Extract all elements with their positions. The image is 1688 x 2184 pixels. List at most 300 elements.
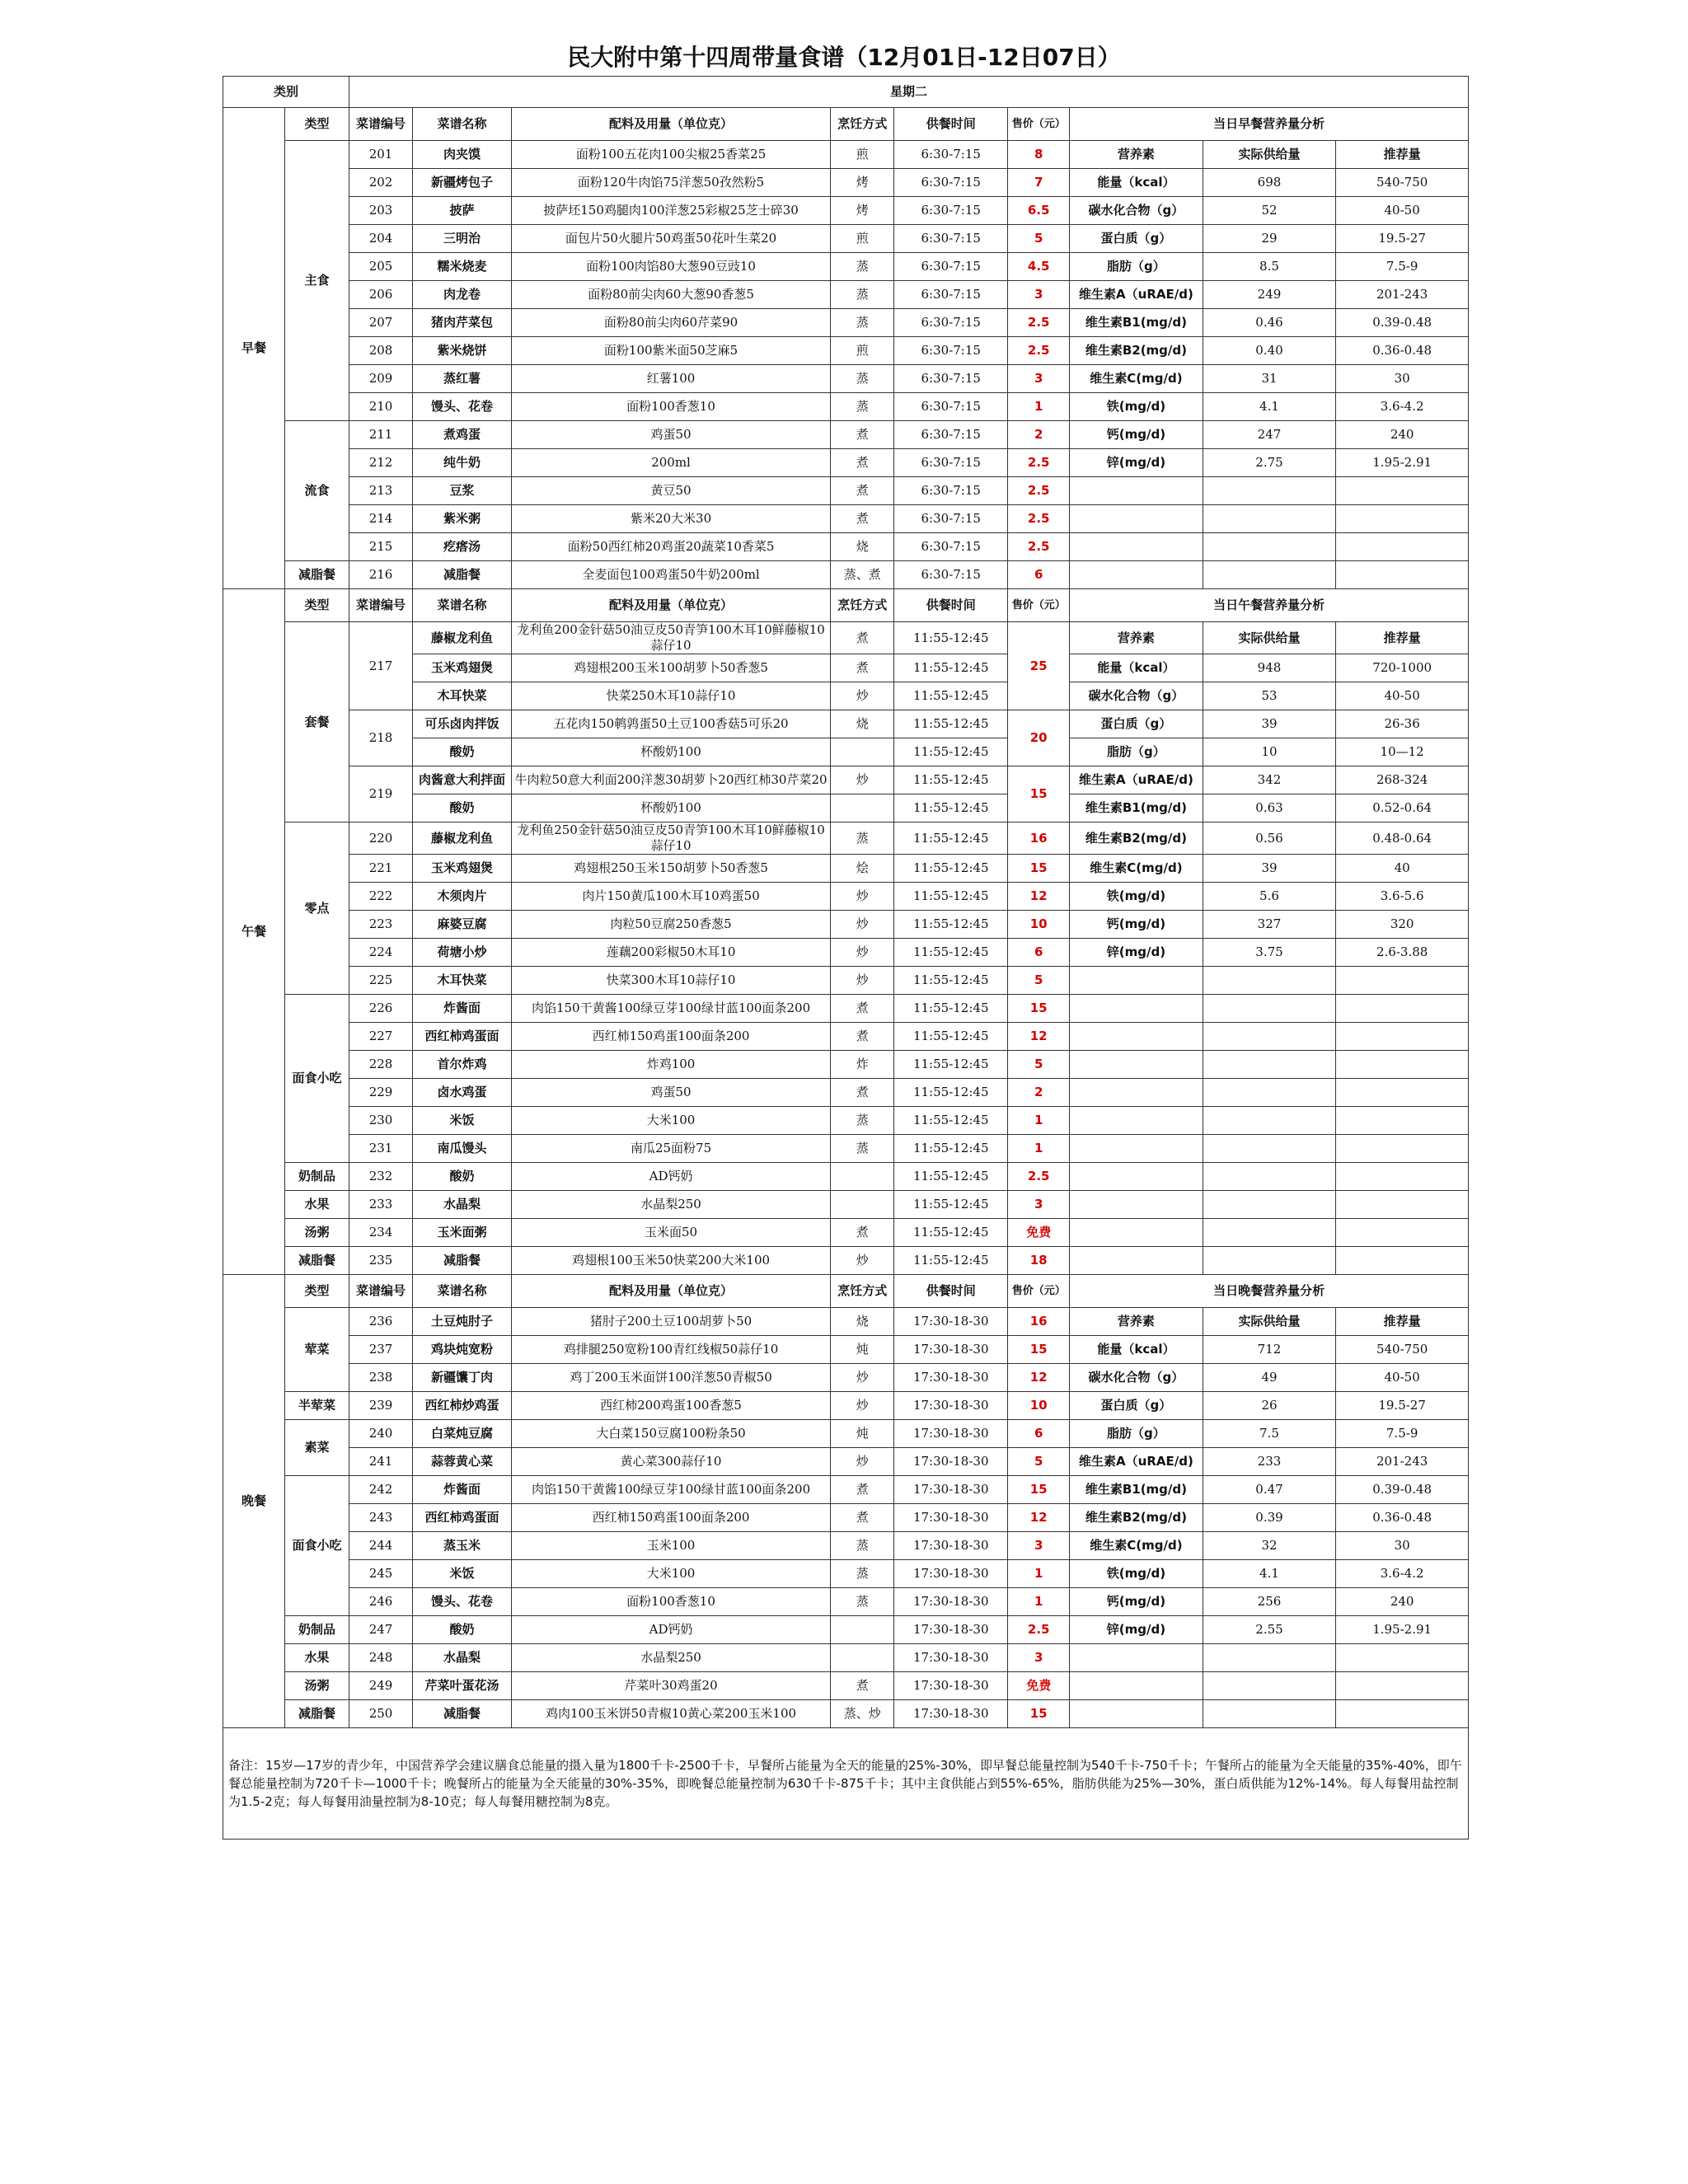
- nutrient-supply: 247: [1203, 421, 1336, 449]
- dish-name: 藤椒龙利鱼: [413, 622, 512, 654]
- dish-time: 11:55-12:45: [894, 1079, 1008, 1107]
- dish-time: 6:30-7:15: [894, 225, 1008, 253]
- dish-name: 紫米粥: [413, 505, 512, 533]
- nutrient-col-header: 营养素: [1070, 1308, 1203, 1336]
- dish-price: 7: [1008, 169, 1070, 197]
- dish-id: 249: [349, 1672, 413, 1700]
- dish-id: 201: [349, 141, 413, 169]
- dish-name: 减脂餐: [413, 561, 512, 589]
- table-row: [223, 533, 1469, 561]
- dish-ingredients: 玉米100: [511, 1532, 830, 1560]
- nutrient-supply: 249: [1203, 281, 1336, 309]
- dish-time: 11:55-12:45: [894, 1163, 1008, 1191]
- nutrient-name: 维生素A（uRAE/d): [1070, 1448, 1203, 1476]
- table-row: [223, 225, 1469, 253]
- dish-ingredients: 面粉100五花肉100尖椒25香菜25: [511, 141, 830, 169]
- empty-cell: [1203, 533, 1336, 561]
- table-row: [223, 1023, 1469, 1051]
- dish-time: 17:30-18-30: [894, 1644, 1008, 1672]
- dish-name: 首尔炸鸡: [413, 1051, 512, 1079]
- empty-cell: [1336, 1163, 1469, 1191]
- nutrient-recommended: 3.6-4.2: [1336, 393, 1469, 421]
- dish-id: 236: [349, 1308, 413, 1336]
- dish-id: 242: [349, 1476, 413, 1504]
- dish-id: 210: [349, 393, 413, 421]
- col-header-price: 售价（元）: [1008, 108, 1070, 141]
- empty-cell: [1070, 1163, 1203, 1191]
- empty-cell: [1203, 1191, 1336, 1219]
- dish-method: 煮: [831, 505, 894, 533]
- dish-method: 烤: [831, 169, 894, 197]
- dish-method: 煮: [831, 449, 894, 477]
- dish-time: 17:30-18-30: [894, 1672, 1008, 1700]
- empty-cell: [1203, 561, 1336, 589]
- nutrient-name: 钙(mg/d): [1070, 911, 1203, 939]
- table-row: [223, 421, 1469, 449]
- empty-cell: [1203, 995, 1336, 1023]
- table-row: [223, 1420, 1469, 1448]
- dish-name: 减脂餐: [413, 1247, 512, 1275]
- dish-time: 17:30-18-30: [894, 1392, 1008, 1420]
- table-row: [223, 1163, 1469, 1191]
- dish-name: 酸奶: [413, 738, 512, 766]
- dish-price: 1: [1008, 1135, 1070, 1163]
- dish-time: 6:30-7:15: [894, 449, 1008, 477]
- dish-method: 烧: [831, 1308, 894, 1336]
- nutrient-name: 维生素B1(mg/d): [1070, 309, 1203, 337]
- nutrient-supply: 712: [1203, 1336, 1336, 1364]
- table-row: [223, 1247, 1469, 1275]
- col-header-id: 菜谱编号: [349, 108, 413, 141]
- dish-method: 炒: [831, 1448, 894, 1476]
- dish-time: 11:55-12:45: [894, 654, 1008, 682]
- col-header-time: 供餐时间: [894, 108, 1008, 141]
- dish-name: 西红柿鸡蛋面: [413, 1023, 512, 1051]
- dish-price: 免费: [1008, 1219, 1070, 1247]
- dish-price: 5: [1008, 1448, 1070, 1476]
- dish-name: 西红柿鸡蛋面: [413, 1504, 512, 1532]
- nutrient-name: 能量（kcal）: [1070, 654, 1203, 682]
- nutrient-name: 蛋白质（g）: [1070, 1392, 1203, 1420]
- dish-time: 11:55-12:45: [894, 738, 1008, 766]
- dish-name: 减脂餐: [413, 1700, 512, 1728]
- empty-cell: [1203, 477, 1336, 505]
- dish-time: 17:30-18-30: [894, 1588, 1008, 1616]
- nutrient-supply: 29: [1203, 225, 1336, 253]
- nutrient-recommended: 40-50: [1336, 682, 1469, 710]
- empty-cell: [1070, 1191, 1203, 1219]
- dish-ingredients: 红薯100: [511, 365, 830, 393]
- dish-ingredients: 龙利鱼200金针菇50油豆皮50青笋100木耳10鲜藤椒10蒜仔10: [511, 622, 830, 654]
- col-header-price: 售价（元）: [1008, 589, 1070, 622]
- table-row: [223, 1448, 1469, 1476]
- col-header-ingredients: 配料及用量（单位克）: [511, 108, 830, 141]
- dish-ingredients: 快菜250木耳10蒜仔10: [511, 682, 830, 710]
- nutrient-name: 铁(mg/d): [1070, 883, 1203, 911]
- dish-ingredients: 鸡排腿250宽粉100青红线椒50蒜仔10: [511, 1336, 830, 1364]
- dish-time: 6:30-7:15: [894, 393, 1008, 421]
- dish-ingredients: 鸡翅根250玉米150胡萝卜50香葱5: [511, 855, 830, 883]
- nutrient-name: 维生素C(mg/d): [1070, 1532, 1203, 1560]
- empty-cell: [1336, 1079, 1469, 1107]
- dish-ingredients: 莲藕200彩椒50木耳10: [511, 939, 830, 967]
- col-header-ingredients: 配料及用量（单位克）: [511, 1275, 830, 1308]
- dish-price: 2.5: [1008, 477, 1070, 505]
- col-header-time: 供餐时间: [894, 1275, 1008, 1308]
- type-label: 零点: [284, 823, 349, 995]
- dish-id: 224: [349, 939, 413, 967]
- empty-cell: [1203, 1700, 1336, 1728]
- dish-name: 煮鸡蛋: [413, 421, 512, 449]
- analysis-title: 当日晚餐营养量分析: [1070, 1275, 1469, 1308]
- column-header-row: [223, 1275, 1469, 1308]
- dish-price: 免费: [1008, 1672, 1070, 1700]
- dish-time: 17:30-18-30: [894, 1532, 1008, 1560]
- dish-price: 12: [1008, 883, 1070, 911]
- dish-id: 229: [349, 1079, 413, 1107]
- dish-method: 蒸: [831, 393, 894, 421]
- dish-method: 烩: [831, 855, 894, 883]
- dish-time: 17:30-18-30: [894, 1476, 1008, 1504]
- nutrient-supply: 948: [1203, 654, 1336, 682]
- dish-method: 煎: [831, 337, 894, 365]
- category-header: 类别: [223, 77, 349, 108]
- dish-time: 17:30-18-30: [894, 1700, 1008, 1728]
- dish-ingredients: 五花肉150鹌鹑蛋50土豆100香菇5可乐20: [511, 710, 830, 738]
- nutrient-name: 锌(mg/d): [1070, 1616, 1203, 1644]
- col-header-name: 菜谱名称: [413, 589, 512, 622]
- dish-method: 煮: [831, 1672, 894, 1700]
- table-row: [223, 1532, 1469, 1560]
- nutrient-supply: 31: [1203, 365, 1336, 393]
- column-header-row: [223, 108, 1469, 141]
- nutrient-recommended: 3.6-5.6: [1336, 883, 1469, 911]
- empty-cell: [1070, 561, 1203, 589]
- dish-id: 243: [349, 1504, 413, 1532]
- nutrient-recommended: 201-243: [1336, 1448, 1469, 1476]
- dish-name: 荷塘小炒: [413, 939, 512, 967]
- dish-time: 6:30-7:15: [894, 561, 1008, 589]
- empty-cell: [1336, 561, 1469, 589]
- nutrient-recommended: 40-50: [1336, 197, 1469, 225]
- table-row: [223, 911, 1469, 939]
- dish-name: 玉米鸡翅煲: [413, 654, 512, 682]
- empty-cell: [1203, 1135, 1336, 1163]
- nutrient-supply: 7.5: [1203, 1420, 1336, 1448]
- dish-ingredients: 紫米20大米30: [511, 505, 830, 533]
- nutrient-recommended: 540-750: [1336, 169, 1469, 197]
- dish-time: 6:30-7:15: [894, 309, 1008, 337]
- dish-method: [831, 1191, 894, 1219]
- nutrient-name: 钙(mg/d): [1070, 1588, 1203, 1616]
- empty-cell: [1336, 1672, 1469, 1700]
- dish-time: 6:30-7:15: [894, 197, 1008, 225]
- dish-method: 煮: [831, 421, 894, 449]
- dish-method: 蒸: [831, 1560, 894, 1588]
- dish-method: 炒: [831, 939, 894, 967]
- table-row: [223, 1051, 1469, 1079]
- dish-id: 213: [349, 477, 413, 505]
- dish-name: 纯牛奶: [413, 449, 512, 477]
- dish-id: 223: [349, 911, 413, 939]
- dish-time: 6:30-7:15: [894, 141, 1008, 169]
- dish-time: 6:30-7:15: [894, 169, 1008, 197]
- dish-time: 11:55-12:45: [894, 1051, 1008, 1079]
- dish-ingredients: 黄豆50: [511, 477, 830, 505]
- dish-time: 11:55-12:45: [894, 967, 1008, 995]
- nutrient-recommended: 30: [1336, 365, 1469, 393]
- dish-price: 15: [1008, 1336, 1070, 1364]
- table-row: [223, 1392, 1469, 1420]
- dish-price: 3: [1008, 1644, 1070, 1672]
- empty-cell: [1336, 1023, 1469, 1051]
- dish-method: 煎: [831, 141, 894, 169]
- dish-ingredients: 鸡丁200玉米面饼100洋葱50青椒50: [511, 1364, 830, 1392]
- table-row: [223, 1364, 1469, 1392]
- col-header-price: 售价（元）: [1008, 1275, 1070, 1308]
- nutrient-supply: 342: [1203, 766, 1336, 794]
- dish-id: 231: [349, 1135, 413, 1163]
- dish-price: 1: [1008, 393, 1070, 421]
- meal-label: 早餐: [223, 108, 285, 589]
- dish-id: 230: [349, 1107, 413, 1135]
- empty-cell: [1203, 1079, 1336, 1107]
- table-row: [223, 883, 1469, 911]
- dish-price: 4.5: [1008, 253, 1070, 281]
- nutrient-recommended: 0.36-0.48: [1336, 1504, 1469, 1532]
- nutrient-supply: 2.55: [1203, 1616, 1336, 1644]
- dish-id: 233: [349, 1191, 413, 1219]
- nutrient-name: 能量（kcal）: [1070, 169, 1203, 197]
- table-row: [223, 393, 1469, 421]
- dish-name: 芹菜叶蛋花汤: [413, 1672, 512, 1700]
- empty-cell: [1336, 1051, 1469, 1079]
- dish-name: 蒸玉米: [413, 1532, 512, 1560]
- dish-ingredients: 肉馅150干黄酱100绿豆芽100绿甘蓝100面条200: [511, 995, 830, 1023]
- empty-cell: [1070, 1079, 1203, 1107]
- dish-id: 227: [349, 1023, 413, 1051]
- dish-method: 蒸: [831, 1135, 894, 1163]
- dish-id: 226: [349, 995, 413, 1023]
- dish-time: 11:55-12:45: [894, 939, 1008, 967]
- set-price: 20: [1008, 710, 1070, 766]
- dish-method: 蒸: [831, 309, 894, 337]
- nutrient-supply: 0.47: [1203, 1476, 1336, 1504]
- dish-name: 三明治: [413, 225, 512, 253]
- dish-method: 炒: [831, 911, 894, 939]
- dish-id: 209: [349, 365, 413, 393]
- empty-cell: [1070, 1023, 1203, 1051]
- dish-ingredients: 南瓜25面粉75: [511, 1135, 830, 1163]
- dish-time: 6:30-7:15: [894, 281, 1008, 309]
- nutrient-supply: 233: [1203, 1448, 1336, 1476]
- type-label: 水果: [284, 1644, 349, 1672]
- dish-name: 肉酱意大利拌面: [413, 766, 512, 794]
- nutrient-supply: 49: [1203, 1364, 1336, 1392]
- nutrient-recommended: 0.36-0.48: [1336, 337, 1469, 365]
- dish-name: 新疆馕丁肉: [413, 1364, 512, 1392]
- empty-cell: [1336, 1107, 1469, 1135]
- empty-cell: [1070, 505, 1203, 533]
- table-row: [223, 1135, 1469, 1163]
- dish-price: 2.5: [1008, 1616, 1070, 1644]
- empty-cell: [1203, 1051, 1336, 1079]
- nutrient-name: 碳水化合物（g）: [1070, 682, 1203, 710]
- dish-name: 南瓜馒头: [413, 1135, 512, 1163]
- empty-cell: [1336, 995, 1469, 1023]
- type-label: 半荤菜: [284, 1392, 349, 1420]
- dish-price: 2.5: [1008, 449, 1070, 477]
- dish-price: 12: [1008, 1364, 1070, 1392]
- dish-ingredients: 面粉80前尖肉60大葱90香葱5: [511, 281, 830, 309]
- dish-id: 204: [349, 225, 413, 253]
- nutrient-recommended: 0.48-0.64: [1336, 823, 1469, 855]
- type-label: 面食小吃: [284, 1476, 349, 1616]
- set-id: 217: [349, 622, 413, 710]
- nutrient-recommended: 40: [1336, 855, 1469, 883]
- dish-id: 241: [349, 1448, 413, 1476]
- dish-price: 1: [1008, 1107, 1070, 1135]
- nutrient-supply: 256: [1203, 1588, 1336, 1616]
- table-row: [223, 710, 1469, 738]
- col-header-method: 烹饪方式: [831, 108, 894, 141]
- nutrient-name: 脂肪（g）: [1070, 253, 1203, 281]
- table-row: [223, 1644, 1469, 1672]
- empty-cell: [1070, 1107, 1203, 1135]
- nutrient-name: 维生素B1(mg/d): [1070, 794, 1203, 823]
- dish-method: 蒸: [831, 365, 894, 393]
- nutrient-recommended: 40-50: [1336, 1364, 1469, 1392]
- nutrient-supply: 39: [1203, 710, 1336, 738]
- empty-cell: [1336, 505, 1469, 533]
- table-row: [223, 766, 1469, 794]
- dish-price: 16: [1008, 1308, 1070, 1336]
- dish-ingredients: 大米100: [511, 1107, 830, 1135]
- dish-name: 酸奶: [413, 794, 512, 823]
- dish-time: 17:30-18-30: [894, 1504, 1008, 1532]
- col-header-id: 菜谱编号: [349, 1275, 413, 1308]
- table-row: [223, 1588, 1469, 1616]
- dish-ingredients: 牛肉粒50意大利面200洋葱30胡萝卜20西红柿30芹菜20: [511, 766, 830, 794]
- nutrient-supply: 5.6: [1203, 883, 1336, 911]
- dish-ingredients: 面粉80前尖肉60芹菜90: [511, 309, 830, 337]
- dish-price: 5: [1008, 225, 1070, 253]
- dish-id: 208: [349, 337, 413, 365]
- dish-id: 235: [349, 1247, 413, 1275]
- table-row: [223, 561, 1469, 589]
- dish-method: 蒸: [831, 281, 894, 309]
- dish-name: 糯米烧麦: [413, 253, 512, 281]
- nutrient-name: 锌(mg/d): [1070, 449, 1203, 477]
- type-label: 汤粥: [284, 1219, 349, 1247]
- table-row: [223, 1191, 1469, 1219]
- nutrient-name: 碳水化合物（g）: [1070, 1364, 1203, 1392]
- type-label: 素菜: [284, 1420, 349, 1476]
- nutrient-recommended: 0.39-0.48: [1336, 1476, 1469, 1504]
- nutrient-recommended: 240: [1336, 421, 1469, 449]
- dish-method: 炖: [831, 1420, 894, 1448]
- dish-name: 白菜炖豆腐: [413, 1420, 512, 1448]
- dish-time: 11:55-12:45: [894, 911, 1008, 939]
- header-row: [223, 77, 1469, 108]
- dish-name: 肉龙卷: [413, 281, 512, 309]
- dish-method: [831, 1163, 894, 1191]
- nutrient-name: 维生素B2(mg/d): [1070, 337, 1203, 365]
- dish-time: 11:55-12:45: [894, 1219, 1008, 1247]
- dish-name: 水晶梨: [413, 1191, 512, 1219]
- dish-ingredients: AD钙奶: [511, 1163, 830, 1191]
- col-header-method: 烹饪方式: [831, 1275, 894, 1308]
- dish-ingredients: 面粉50西红柿20鸡蛋20蔬菜10香菜5: [511, 533, 830, 561]
- dish-name: 炸酱面: [413, 995, 512, 1023]
- empty-cell: [1203, 1672, 1336, 1700]
- dish-time: 11:55-12:45: [894, 823, 1008, 855]
- dish-price: 10: [1008, 911, 1070, 939]
- dish-id: 225: [349, 967, 413, 995]
- dish-method: 烧: [831, 710, 894, 738]
- dish-ingredients: 杯酸奶100: [511, 794, 830, 823]
- dish-time: 17:30-18-30: [894, 1616, 1008, 1644]
- dish-name: 木须肉片: [413, 883, 512, 911]
- type-label: 套餐: [284, 622, 349, 823]
- dish-id: 234: [349, 1219, 413, 1247]
- dish-name: 酸奶: [413, 1163, 512, 1191]
- dish-method: 蒸: [831, 1588, 894, 1616]
- nutrient-supply: 8.5: [1203, 253, 1336, 281]
- dish-ingredients: 面粉100香葱10: [511, 1588, 830, 1616]
- dish-price: 6: [1008, 1420, 1070, 1448]
- dish-time: 11:55-12:45: [894, 710, 1008, 738]
- dish-ingredients: 西红柿150鸡蛋100面条200: [511, 1023, 830, 1051]
- dish-price: 12: [1008, 1504, 1070, 1532]
- empty-cell: [1070, 477, 1203, 505]
- nutrient-supply: 26: [1203, 1392, 1336, 1420]
- table-row: [223, 1219, 1469, 1247]
- dish-id: 221: [349, 855, 413, 883]
- dish-id: 247: [349, 1616, 413, 1644]
- col-header-name: 菜谱名称: [413, 108, 512, 141]
- dish-ingredients: 西红柿200鸡蛋100香葱5: [511, 1392, 830, 1420]
- dish-time: 11:55-12:45: [894, 1135, 1008, 1163]
- empty-cell: [1203, 1219, 1336, 1247]
- nutrient-name: 能量（kcal）: [1070, 1336, 1203, 1364]
- dish-ingredients: 水晶梨250: [511, 1191, 830, 1219]
- table-row: [223, 1476, 1469, 1504]
- nutrient-recommended: 30: [1336, 1532, 1469, 1560]
- dish-time: 11:55-12:45: [894, 855, 1008, 883]
- dish-method: 炖: [831, 1336, 894, 1364]
- dish-method: 炒: [831, 682, 894, 710]
- page-title: 民大附中第十四周带量食谱（12月01日-12日07日）: [567, 44, 1121, 71]
- dish-price: 15: [1008, 855, 1070, 883]
- empty-cell: [1203, 967, 1336, 995]
- dish-ingredients: 面粉100肉馅80大葱90豆豉10: [511, 253, 830, 281]
- nutrient-recommended: 7.5-9: [1336, 253, 1469, 281]
- nutrient-name: 铁(mg/d): [1070, 393, 1203, 421]
- type-label: 流食: [284, 421, 349, 561]
- empty-cell: [1336, 1644, 1469, 1672]
- nutrient-name: 蛋白质（g）: [1070, 225, 1203, 253]
- col-header-type: 类型: [284, 108, 349, 141]
- empty-cell: [1336, 1191, 1469, 1219]
- dish-price: 2: [1008, 1079, 1070, 1107]
- dish-name: 炸酱面: [413, 1476, 512, 1504]
- dish-ingredients: AD钙奶: [511, 1616, 830, 1644]
- recommended-col-header: 推荐量: [1336, 1308, 1469, 1336]
- table-row: [223, 505, 1469, 533]
- dish-id: 212: [349, 449, 413, 477]
- analysis-title: 当日午餐营养量分析: [1070, 589, 1469, 622]
